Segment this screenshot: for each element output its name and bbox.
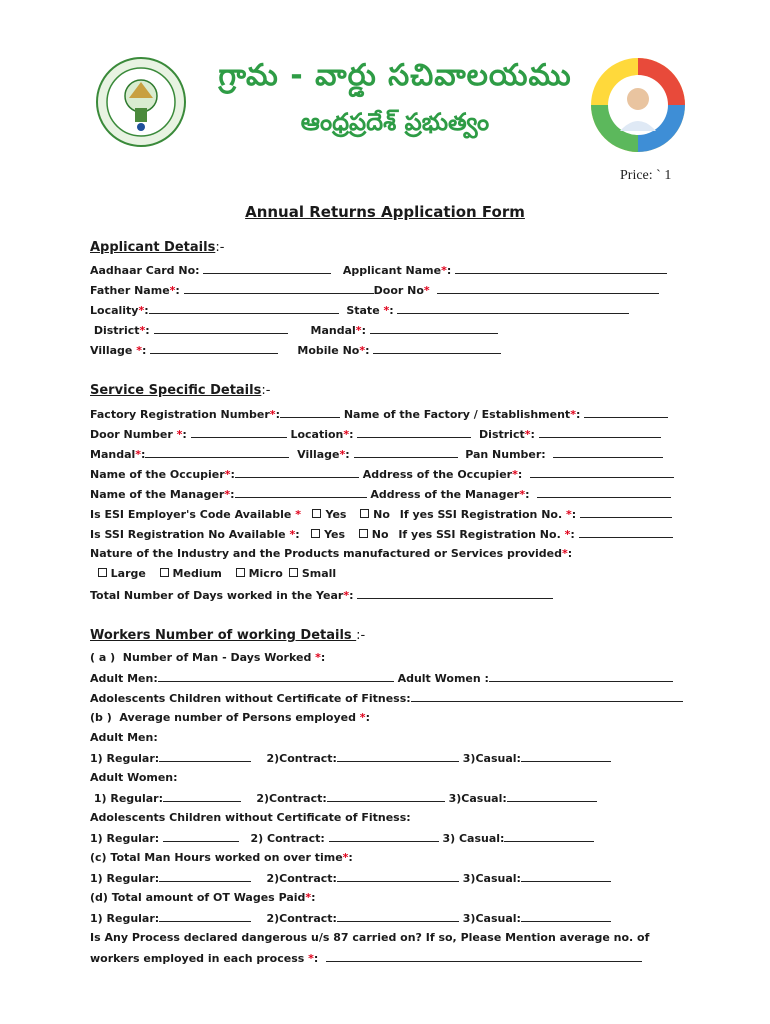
dangerous-process-question: Is Any Process declared dangerous u/s 87 carried on? If so, Please Mention average no. of [90,931,650,944]
ot-wages-row: 1) Regular: 2)Contract: 3)Casual: [90,911,611,926]
district-field[interactable] [154,323,288,334]
ot-hours-regular-field[interactable] [159,871,251,882]
adolescents-label: Adolescents Children without Certificate of Fitness: [90,811,411,824]
page-title-telugu: గ్రామ - వార్డు సచివాలయము [218,58,572,93]
factory-registration-field[interactable] [280,407,340,418]
service-district-field[interactable] [539,427,661,438]
mandal-field[interactable] [370,323,498,334]
ot-wages-regular-field[interactable] [159,911,251,922]
days-worked-field[interactable] [357,588,553,599]
village-field[interactable] [150,343,278,354]
adolescents-row: Adolescents Children without Certificate of Fitness: [90,691,683,706]
average-persons-label: (b ) Average number of Persons employed *: [90,711,370,724]
father-name-field[interactable] [184,283,374,294]
ot-wages-casual-field[interactable] [521,911,611,922]
form-title: Annual Returns Application Form [245,203,525,221]
price-label: Price: ` 1 [620,168,672,183]
adult-men-women-row: Adult Men: Adult Women : [90,671,673,686]
workers-details-heading: Workers Number of working Details :- [90,628,366,643]
locality-state-row: Locality*: State *: [90,303,629,318]
factory-row: Factory Registration Number*: Name of the Factory / Establishment*: [90,407,668,422]
father-door-row: Father Name*: Door No* [90,283,659,298]
small-checkbox[interactable] [289,568,298,577]
manager-name-field[interactable] [235,487,367,498]
men-contract-field[interactable] [337,751,459,762]
women-regular-field[interactable] [163,791,241,802]
aadhaar-applicant-row: Aadhaar Card No: Applicant Name*: [90,263,667,278]
service-location-field[interactable] [357,427,471,438]
district-mandal-row: District*: Mandal*: [90,323,498,338]
occupier-name-field[interactable] [235,467,359,478]
ot-hours-casual-field[interactable] [521,871,611,882]
adult-women-field[interactable] [489,671,673,682]
dangerous-process-field[interactable] [326,951,642,962]
women-casual-field[interactable] [507,791,597,802]
ot-wages-label: (d) Total amount of OT Wages Paid*: [90,891,316,904]
micro-checkbox[interactable] [236,568,245,577]
adult-men-field[interactable] [158,671,394,682]
medium-checkbox[interactable] [160,568,169,577]
ssi-row: Is SSI Registration No Available *: Yes No If yes SSI Registration No. *: [90,527,673,542]
adult-women-label: Adult Women: [90,771,178,784]
ssi-no-checkbox[interactable] [359,529,368,538]
locality-field[interactable] [149,303,339,314]
manager-row: Name of the Manager*: Address of the Manager*: [90,487,671,502]
women-contract-field[interactable] [327,791,445,802]
factory-name-field[interactable] [584,407,668,418]
mobile-field[interactable] [373,343,501,354]
adult-men-label: Adult Men: [90,731,158,744]
ot-hours-contract-field[interactable] [337,871,459,882]
esi-row: Is ESI Employer's Code Available * Yes No If yes SSI Registration No. *: [90,507,672,522]
service-details-heading: Service Specific Details:- [90,383,271,398]
industry-size-row: Large Medium Micro Small [90,567,342,581]
adolescents-breakdown-row: 1) Regular: 2) Contract: 3) Casual: [90,831,594,846]
occupier-address-field[interactable] [530,467,674,478]
nature-row: Nature of the Industry and the Products manufactured or Services provided*: [90,547,573,560]
adolescents-contract-field[interactable] [329,831,439,842]
door-no-field[interactable] [437,283,659,294]
dangerous-process-row: workers employed in each process *: [90,951,642,966]
adolescents-casual-field[interactable] [504,831,594,842]
occupier-row: Name of the Occupier*: Address of the Occupier*: [90,467,674,482]
manager-address-field[interactable] [537,487,671,498]
state-field[interactable] [397,303,629,314]
man-days-label: ( a ) Number of Man - Days Worked *: [90,651,326,664]
esi-ssi-registration-field[interactable] [580,507,672,518]
applicant-details-heading: Applicant Details:- [90,240,225,255]
pan-number-field[interactable] [553,447,663,458]
adult-men-breakdown-row: 1) Regular: 2)Contract: 3)Casual: [90,751,611,766]
adolescents-regular-field[interactable] [163,831,239,842]
men-regular-field[interactable] [159,751,251,762]
door-location-district-row: Door Number *: Location*: District*: [90,427,661,442]
mandal-village-pan-row: Mandal*: Village*: Pan Number: [90,447,663,462]
ot-wages-contract-field[interactable] [337,911,459,922]
esi-no-checkbox[interactable] [360,509,369,518]
large-checkbox[interactable] [98,568,107,577]
village-mobile-row: Village *: Mobile No*: [90,343,501,358]
adolescents-field[interactable] [411,691,683,702]
service-mandal-field[interactable] [145,447,289,458]
service-door-number-field[interactable] [191,427,287,438]
men-casual-field[interactable] [521,751,611,762]
aadhaar-field[interactable] [203,263,331,274]
service-village-field[interactable] [354,447,458,458]
ssi-yes-checkbox[interactable] [311,529,320,538]
adult-women-breakdown-row: 1) Regular: 2)Contract: 3)Casual: [90,791,597,806]
esi-yes-checkbox[interactable] [312,509,321,518]
overtime-hours-row: 1) Regular: 2)Contract: 3)Casual: [90,871,611,886]
applicant-name-field[interactable] [455,263,667,274]
ssi-registration-field[interactable] [579,527,673,538]
ap-government-emblem [95,52,187,152]
village-ward-secretariat-emblem [588,55,688,155]
overtime-hours-label: (c) Total Man Hours worked on over time*: [90,851,353,864]
days-worked-row: Total Number of Days worked in the Year*: [90,588,553,603]
government-subtitle-telugu: ఆంధ్రప్రదేశ్ ప్రభుత్వం [300,108,490,136]
